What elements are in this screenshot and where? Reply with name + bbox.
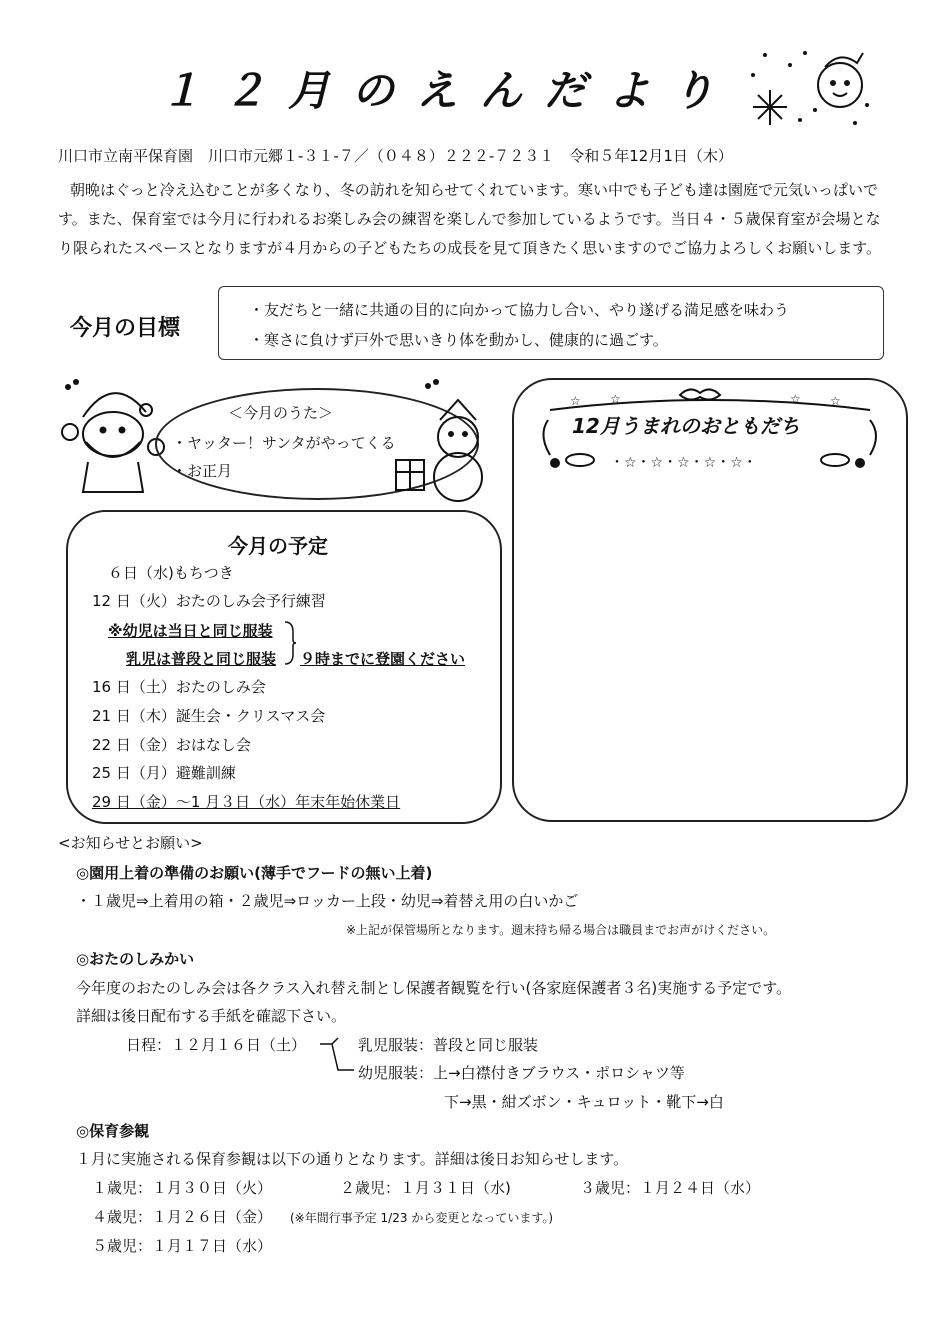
schedule-item: 21 日（木）誕生会・クリスマス会 <box>92 707 326 725</box>
goal-item: ・友だちと一緒に共通の目的に向かって協力し合い、やり遂げる満足感を味わう <box>249 301 790 319</box>
dress-child-2: 下→黒・紺ズボン・キュロット・靴下→白 <box>444 1093 724 1111</box>
goal-item: ・寒さに負けず戸外で思いきり体を動かし、健康的に過ごす。 <box>249 331 668 349</box>
goals-scroll <box>218 286 884 360</box>
snowflake-icon <box>745 45 875 130</box>
schedule-note: ※幼児は当日と同じ服装 <box>108 622 273 640</box>
visit-date: ４歳児：１月２６日（金） <box>92 1208 273 1226</box>
visit-date: １歳児：１月３０日（火） <box>92 1179 273 1197</box>
svg-text:☆: ☆ <box>830 394 841 408</box>
birthday-title: 12月うまれのおともだち <box>572 414 800 438</box>
song-item: ・ヤッター！サンタがやってくる <box>172 434 396 452</box>
goals-label: 今月の目標 <box>70 316 181 341</box>
notice-line: １月に実施される保育参観は以下の通りとなります。詳細は後日お知らせします。 <box>76 1150 629 1168</box>
visit-note: (※年間行事予定 1/23 から変更となっています。) <box>290 1211 554 1225</box>
schedule-item: 22 日（金）おはなし会 <box>92 736 251 754</box>
notice-title: ◎おたのしみかい <box>76 950 195 968</box>
song-title: ＜今月のうた＞ <box>228 404 334 422</box>
schedule-item: 29 日（金）～1 月３日（水）年末年始休業日 <box>92 793 401 811</box>
svg-text:☆: ☆ <box>570 394 581 408</box>
schedule-item: 16 日（土）おたのしみ会 <box>92 678 266 696</box>
notice-title: ◎園用上着の準備のお願い(薄手でフードの無い上着) <box>76 864 433 882</box>
page-title: １２月のえんだより <box>160 66 737 115</box>
notice-note: ※上記が保管場所となります。週末持ち帰る場合は職員までお声がけください。 <box>346 923 776 937</box>
dress-child: 幼児服装：上→白襟付きブラウス・ポロシャツ等 <box>358 1064 685 1082</box>
schedule-item: 25 日（月）避難訓練 <box>92 764 236 782</box>
visit-date: ３歳児：１月２４日（水） <box>580 1179 761 1197</box>
header-info: 川口市立南平保育園 川口市元郷１-３１-７／（０４８）２２２-７２３１ 令和５年12月1日（木） <box>58 147 733 165</box>
schedule-note: 乳児は普段と同じ服装 <box>126 650 277 668</box>
schedule-note: ９時までに登園ください <box>300 650 466 668</box>
notice-line: 今年度のおたのしみ会は各クラス入れ替え制とし保護者観覧を行い(各家庭保護者３名)実施する予定です。 <box>76 979 792 997</box>
santa-illustration <box>58 372 168 502</box>
schedule-item: 12 日（火）おたのしみ会予行練習 <box>92 592 326 610</box>
song-item: ・お正月 <box>172 462 233 480</box>
notice-line: ・１歳児⇒上着用の箱・２歳児⇒ロッカー上段・幼児⇒着替え用の白いかご <box>76 892 579 910</box>
snowman-illustration <box>390 372 500 502</box>
svg-text:☆: ☆ <box>790 392 801 406</box>
visit-date: ２歳児：１月３１日（水) <box>340 1179 511 1197</box>
notice-line: 詳細は後日配布する手紙を確認下さい。 <box>76 1007 347 1025</box>
bracket-icon <box>283 620 297 666</box>
intro-paragraph: 朝晩はぐっと冷え込むことが多くなり、冬の訪れを知らせてくれています。寒い中でも子ども達は園庭で元気いっぱいです。また、保育室では今月に行われるお楽しみ会の練習を楽しんで参加しているようです。当日４・５歳保育室が会場となり限られたスペースとなりますが４月からの子どもたちの成長を見て頂きたく思いますのでご協力よろしくお願いします。 <box>58 181 882 257</box>
bracket-icon <box>318 1034 358 1084</box>
schedule-title: 今月の予定 <box>228 534 328 558</box>
schedule-item: ６日（水)もちつき <box>108 564 234 582</box>
dress-infant: 乳児服装：普段と同じ服装 <box>358 1036 539 1054</box>
notice-title: ◎保育参観 <box>76 1122 150 1140</box>
visit-date: ５歳児：１月１７日（水） <box>92 1237 273 1255</box>
notices-heading: <お知らせとお願い> <box>58 834 203 852</box>
svg-text:・☆・☆・☆・☆・☆・: ・☆・☆・☆・☆・☆・ <box>610 455 757 471</box>
svg-text:☆: ☆ <box>610 392 621 406</box>
event-date: 日程：１２月１６日（土） <box>126 1036 307 1054</box>
